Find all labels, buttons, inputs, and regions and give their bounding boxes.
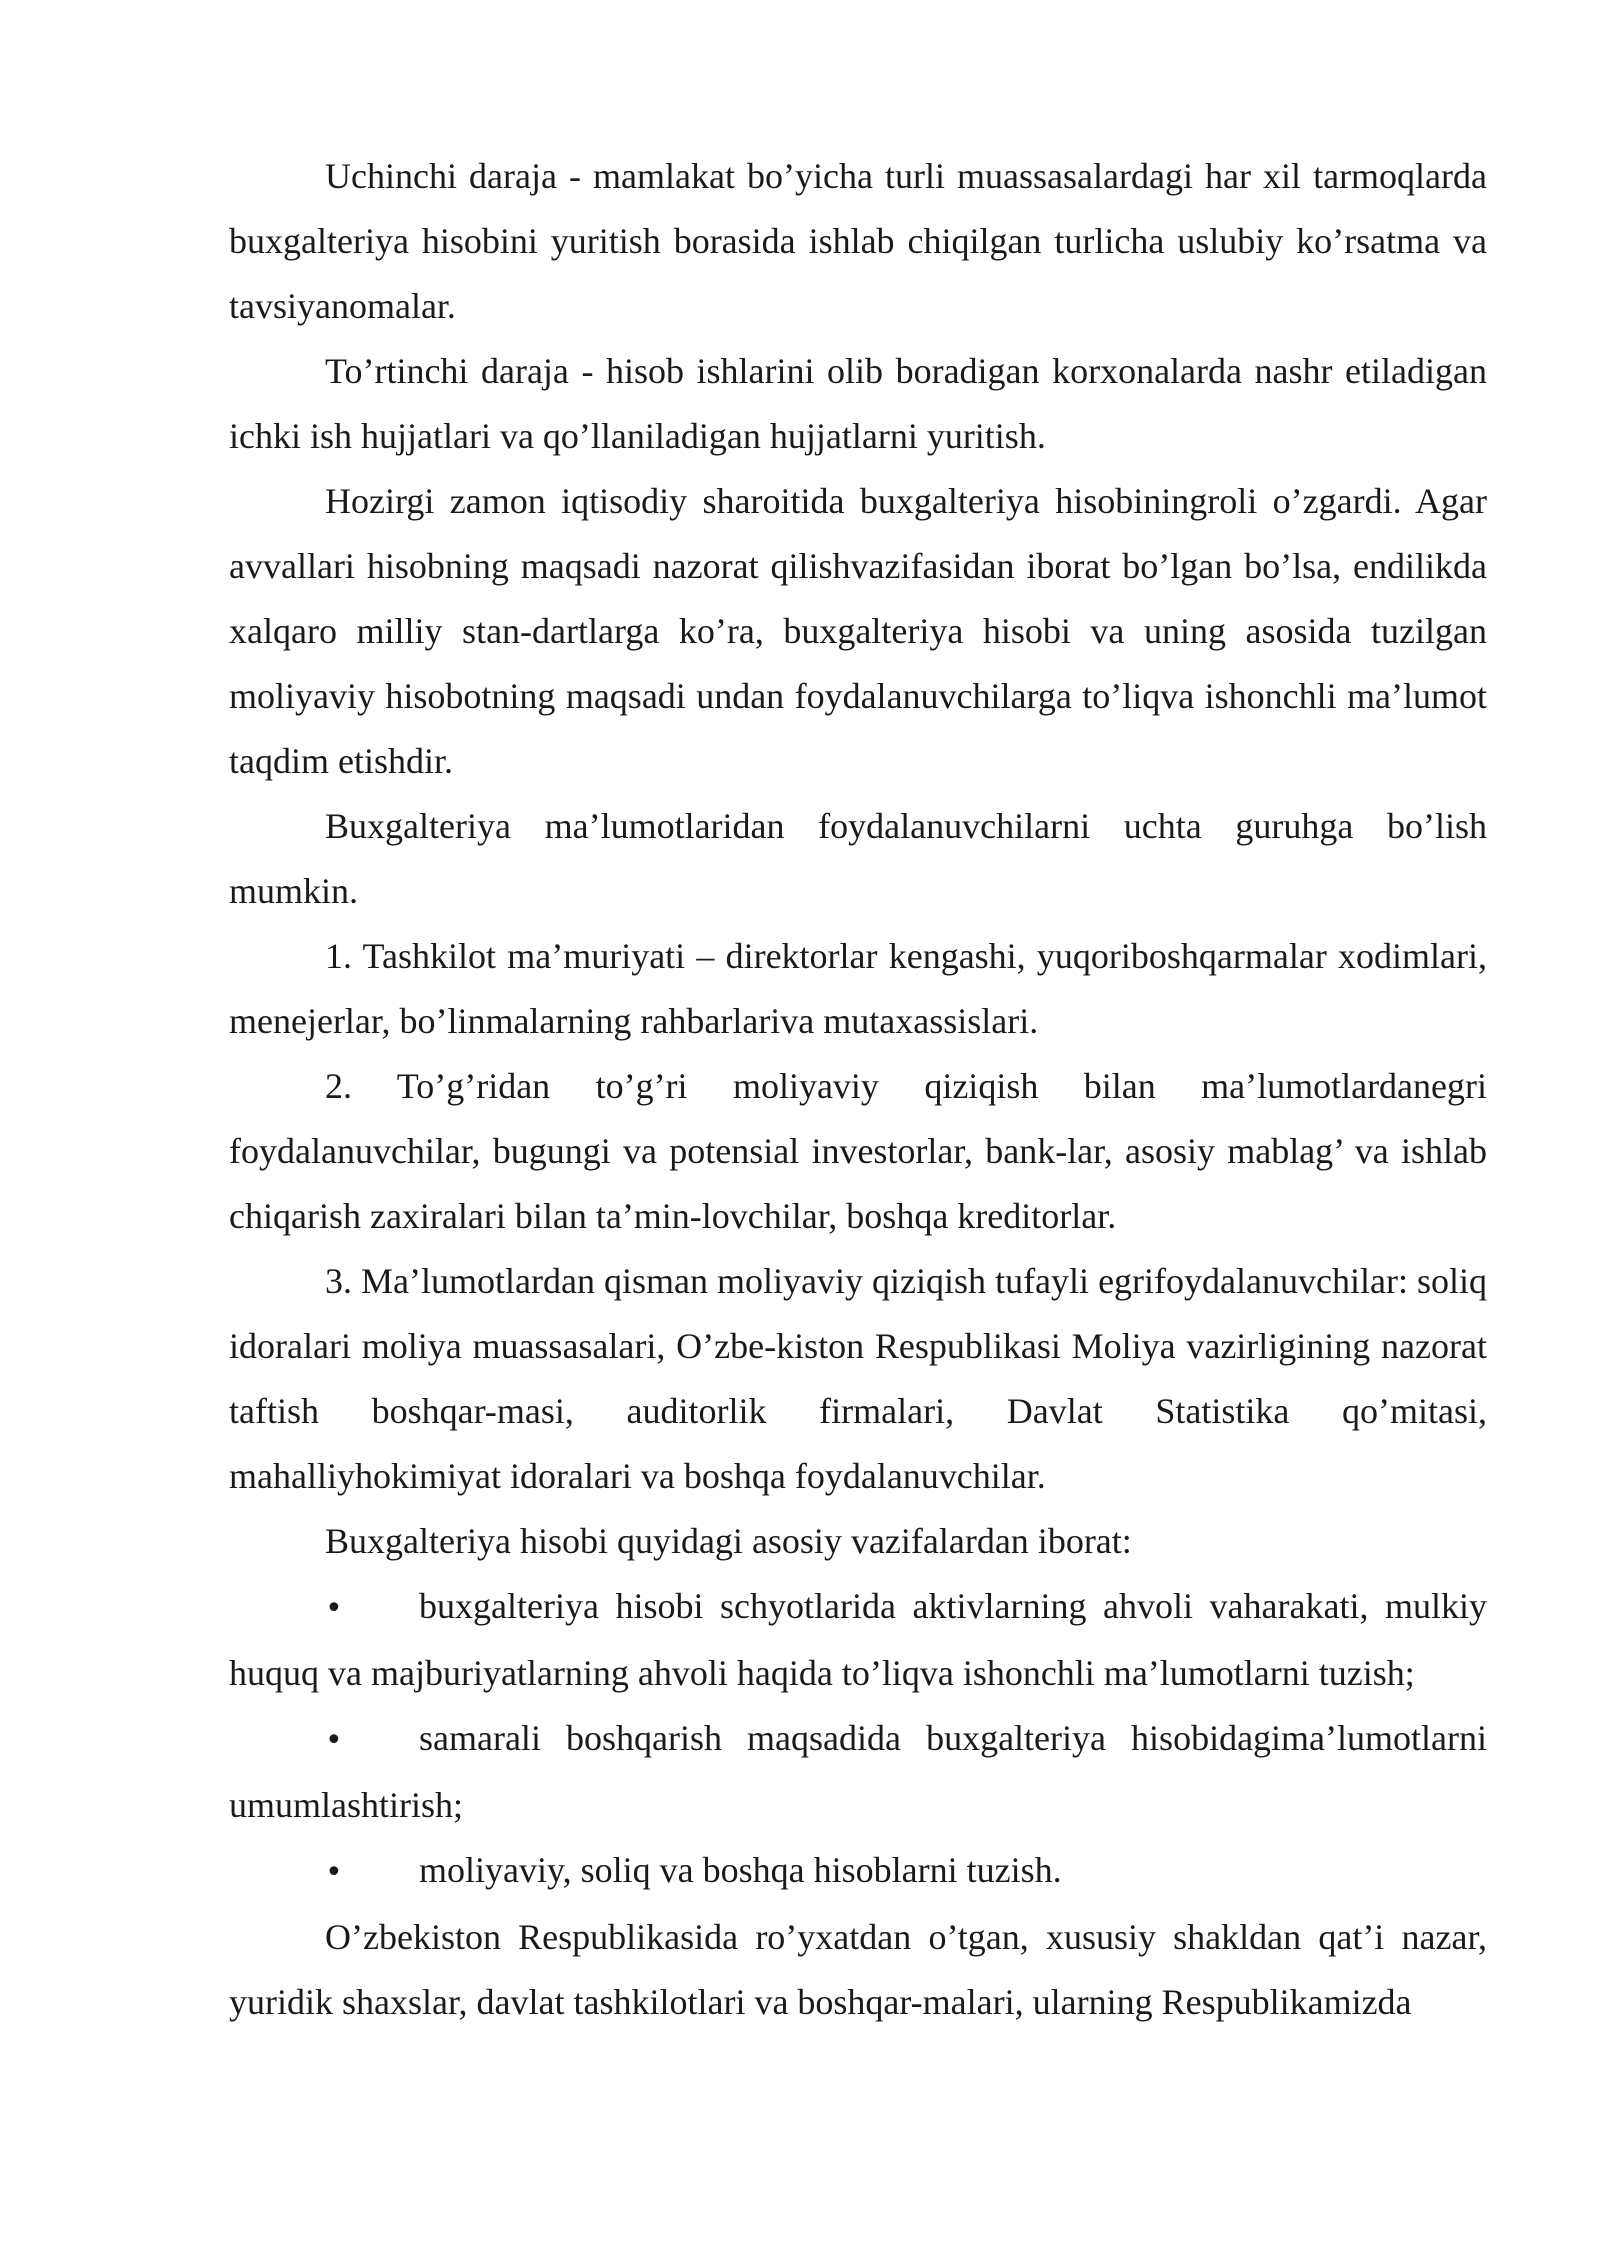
paragraph-group-1: 1. Tashkilot ma’muriyati – direktorlar kengashi, yuqoriboshqarmalar xodimlari, menejerlar, bo’linmalarning rahbarlariva mutaxassislari.: [229, 936, 1487, 1041]
paragraph-closing: O’zbekiston Respublikasida ro’yxatdan o’tgan, xususiy shakldan qat’i nazar, yuridik shaxslar, davlat tashkilotlari va boshqar-malari, ularning Respublikamizda: [229, 1917, 1487, 2022]
bullet-text: samarali boshqarish maqsadida buxgalteriya hisobidagima’lumotlarni umumlashtirish;: [229, 1718, 1487, 1825]
bullet-icon: •: [325, 1855, 343, 1890]
bullet-item: [229, 1838, 1487, 1905]
bullet-icon: •: [325, 1591, 343, 1626]
paragraph-group-3: 3. Ma’lumotlardan qisman moliyaviy qiziqish tufayli egrifoydalanuvchilar: soliq idoralari moliya muassasalari, O’zbe-kiston Respublikasi Moliya vazirligining nazorat taftish boshqar-masi, auditorlik firmalari, Davlat Statistika qo’mitasi, mahalliyhokimiyat idoralari va boshqa foydalanuvchilar.: [229, 1261, 1487, 1496]
paragraph-fourth-level: To’rtinchi daraja - hisob ishlarini olib boradigan korxonalarda nashr etiladigan ichki ish hujjatlari va qo’llaniladigan hujjatlarni yuritish.: [229, 351, 1487, 456]
bullet-text: moliyaviy, soliq va boshqa hisoblarni tuzish.: [419, 1850, 1062, 1890]
bullet-item: [229, 1706, 1487, 1838]
paragraph-third-level: Uchinchi daraja - mamlakat bo’yicha turli muassasalardagi har xil tarmoqlarda buxgalteriya hisobini yuritish borasida ishlab chiqilgan turlicha uslubiy ko’rsatma va tavsiyanomalar.: [229, 156, 1487, 326]
paragraph-group-2: 2. To’g’ridan to’g’ri moliyaviy qiziqish bilan ma’lumotlardanegri foydalanuvchilar, bugungi va potensial investorlar, bank-lar, asosiy mablag’ va ishlab chiqarish zaxiralari bilan ta’min-lovchilar, boshqa kreditorlar.: [229, 1066, 1487, 1236]
paragraph-modern-role: Hozirgi zamon iqtisodiy sharoitida buxgalteriya hisobiningroli o’zgardi. Agar avvallari hisobning maqsadi nazorat qilishvazifasidan iborat bo’lgan bo’lsa, endilikda xalqaro milliy stan-dartlarga ko’ra, buxgalteriya hisobi va uning asosida tuzilgan moliyaviy hisobotning maqsadi undan foydalanuvchilarga to’liqva ishonchli ma’lumot taqdim etishdir.: [229, 481, 1487, 781]
document-page: [229, 144, 1487, 2035]
paragraph-user-groups: Buxgalteriya ma’lumotlaridan foydalanuvchilarni uchta guruhga bo’lish mumkin.: [229, 806, 1487, 911]
bullet-icon: •: [325, 1723, 343, 1758]
paragraph-tasks-intro: Buxgalteriya hisobi quyidagi asosiy vazifalardan iborat:: [325, 1521, 1132, 1561]
bullet-item: [229, 1574, 1487, 1706]
bullet-text: buxgalteriya hisobi schyotlarida aktivlarning ahvoli vaharakati, mulkiy huquq va majburiyatlarning ahvoli haqida to’liqva ishonchli ma’lumotlarni tuzish;: [229, 1586, 1487, 1693]
